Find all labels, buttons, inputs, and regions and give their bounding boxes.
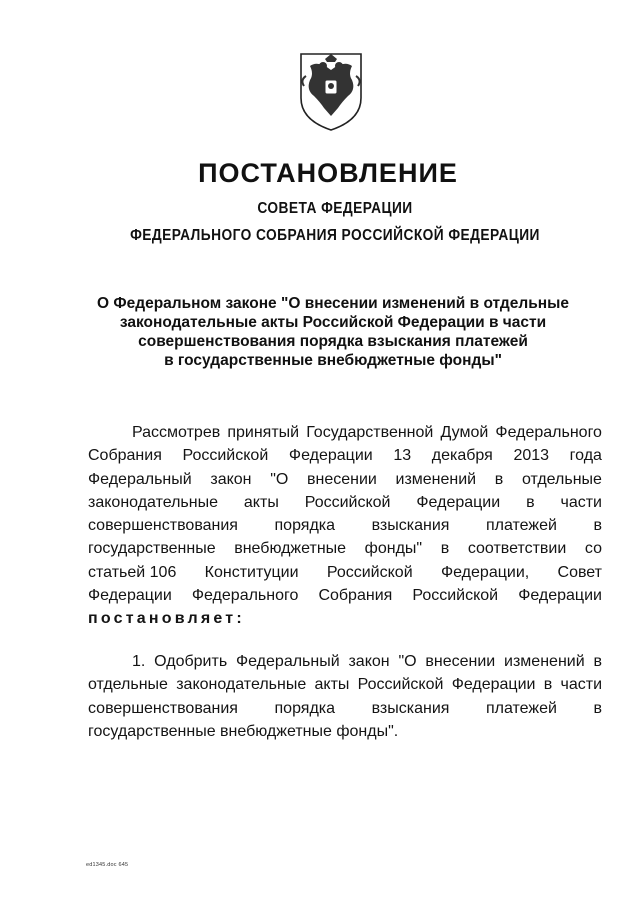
- document-title: ПОСТАНОВЛЕНИЕ: [198, 158, 458, 188]
- word: Собрания: [318, 587, 393, 605]
- word: части: [560, 493, 602, 511]
- word: Собрания: [88, 447, 162, 465]
- word: Федерального: [191, 587, 299, 605]
- word: Российской: [182, 447, 269, 465]
- word: статьей 106: [88, 563, 177, 581]
- text-line: [88, 468, 602, 491]
- word: Конституции: [204, 563, 299, 581]
- text-line: [88, 514, 602, 537]
- word: Федерации,: [440, 563, 530, 581]
- word: отдельные: [88, 676, 168, 694]
- word: Думой: [440, 424, 489, 441]
- word: порядка: [274, 699, 336, 717]
- text-line: [88, 673, 602, 696]
- word: Государственной: [306, 424, 434, 441]
- word: платежей: [485, 699, 557, 717]
- word: в: [494, 470, 504, 488]
- word: Федерации: [88, 587, 172, 605]
- word: Федеральный: [235, 653, 340, 670]
- text-line: [88, 561, 602, 584]
- word: в: [593, 517, 602, 535]
- word: "О: [398, 653, 417, 670]
- text-line: [88, 584, 602, 607]
- word: в: [526, 493, 535, 511]
- text-line: [88, 650, 602, 673]
- word: Российской: [357, 676, 444, 694]
- word: соответствии: [467, 540, 567, 558]
- word: взыскания: [371, 517, 450, 535]
- word: отдельные: [521, 470, 602, 488]
- coat-of-arms-icon: [296, 50, 366, 132]
- text-line: [88, 697, 602, 720]
- word: в: [543, 676, 553, 694]
- law-title-line: законодательные акты Российской Федерации в части: [119, 314, 547, 331]
- file-code: ed1345.doc 645: [86, 862, 129, 868]
- law-title-line: совершенствования порядка взыскания платежей: [138, 333, 528, 350]
- word: акты: [314, 676, 350, 694]
- text-line: [88, 491, 602, 514]
- word: фонды": [364, 540, 423, 558]
- word: части: [560, 676, 602, 694]
- word: в: [593, 653, 602, 670]
- word: 13: [393, 447, 412, 465]
- word: Российской: [326, 563, 413, 581]
- word: внесении: [425, 653, 496, 670]
- word: Федеральный: [88, 470, 192, 488]
- word: государственные: [88, 540, 216, 558]
- text-line: [88, 607, 602, 630]
- word: со: [584, 540, 602, 558]
- preamble-paragraph: [88, 421, 602, 631]
- word: декабря: [431, 447, 493, 465]
- word: совершенствования: [88, 517, 238, 535]
- decision-word: постановляет:: [88, 610, 245, 628]
- decision-item-1: [88, 650, 602, 743]
- word: внебюджетные: [234, 540, 347, 558]
- law-title-line: О Федеральном законе "О внесении изменений в отдельные: [97, 295, 569, 312]
- word: 2013: [513, 447, 550, 465]
- word: 1.: [132, 653, 146, 670]
- word: законодательные: [88, 493, 218, 511]
- word: порядка: [274, 517, 336, 535]
- word: государственные внебюджетные фонды".: [88, 722, 399, 740]
- word: "О: [270, 470, 289, 488]
- word: в: [440, 540, 450, 558]
- word: Федерации: [416, 493, 501, 511]
- word: закон: [348, 653, 390, 670]
- word: Российской: [412, 587, 499, 605]
- word: внесении: [306, 470, 377, 488]
- word: Федерации: [451, 676, 536, 694]
- word: изменений: [395, 470, 477, 488]
- text-line: [88, 421, 602, 444]
- word: закон: [210, 470, 252, 488]
- word: взыскания: [371, 699, 450, 717]
- word: законодательные: [176, 676, 307, 694]
- word: года: [569, 447, 602, 465]
- issuer-line-2: ФЕДЕРАЛЬНОГО СОБРАНИЯ РОССИЙСКОЙ ФЕДЕРАЦИИ: [130, 227, 540, 244]
- law-title: [70, 294, 596, 370]
- word: Одобрить: [154, 653, 228, 670]
- word: Совет: [557, 563, 602, 581]
- issuer-line-1: СОВЕТА ФЕДЕРАЦИИ: [257, 200, 413, 217]
- word: Рассмотрев: [132, 424, 221, 441]
- word: Федерации: [518, 587, 602, 605]
- word: Федерации: [288, 447, 373, 465]
- word: платежей: [485, 517, 557, 535]
- text-line: [88, 537, 602, 560]
- word: акты: [243, 493, 279, 511]
- law-title-line: в государственные внебюджетные фонды": [164, 352, 502, 369]
- word: совершенствования: [88, 699, 238, 717]
- word: в: [593, 699, 602, 717]
- word: Российской: [304, 493, 391, 511]
- text-line: [88, 720, 602, 743]
- word: принятый: [227, 424, 300, 441]
- text-line: [88, 444, 602, 467]
- word: Федерального: [495, 424, 602, 441]
- word: изменений: [504, 653, 585, 670]
